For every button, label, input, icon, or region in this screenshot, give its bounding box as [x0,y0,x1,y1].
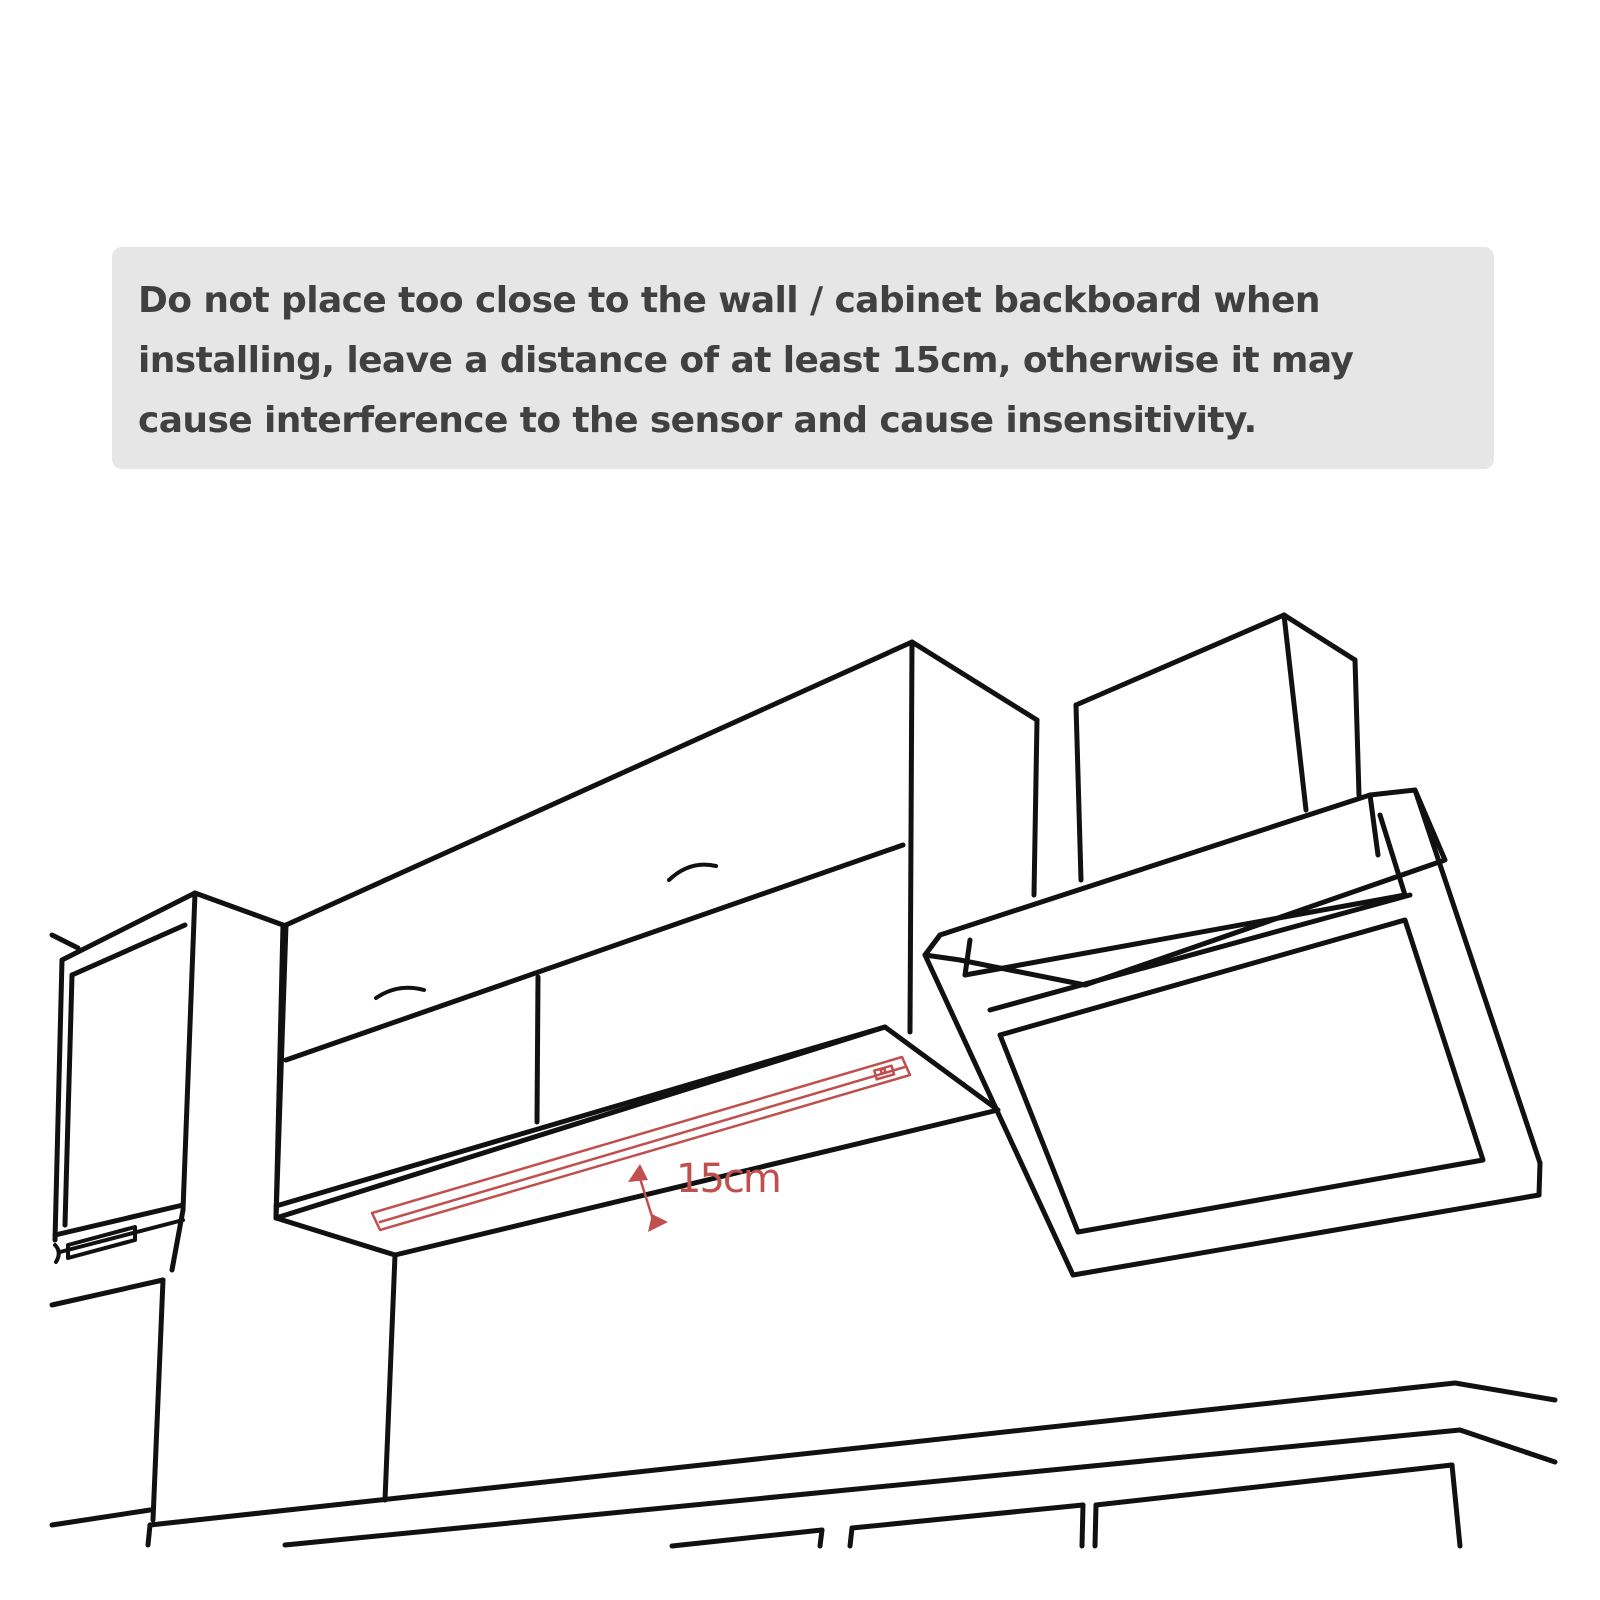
lower-cabinet-doors [672,1465,1460,1546]
range-hood [925,790,1540,1275]
notice-text: Do not place too close to the wall / cabinet backboard when installing, leave a distance of at least 15cm, otherwise it may cause interference to the sensor and cause insensitivity. [138,280,1354,441]
led-light-bar [372,1057,910,1230]
upper-wall-cabinet [276,642,1037,1218]
left-cabinet-column [52,893,283,1240]
right-tall-cabinet [1076,615,1359,880]
countertop [148,1383,1555,1545]
oven-control-panel [52,1210,183,1520]
distance-label: 15cm [676,1156,780,1202]
